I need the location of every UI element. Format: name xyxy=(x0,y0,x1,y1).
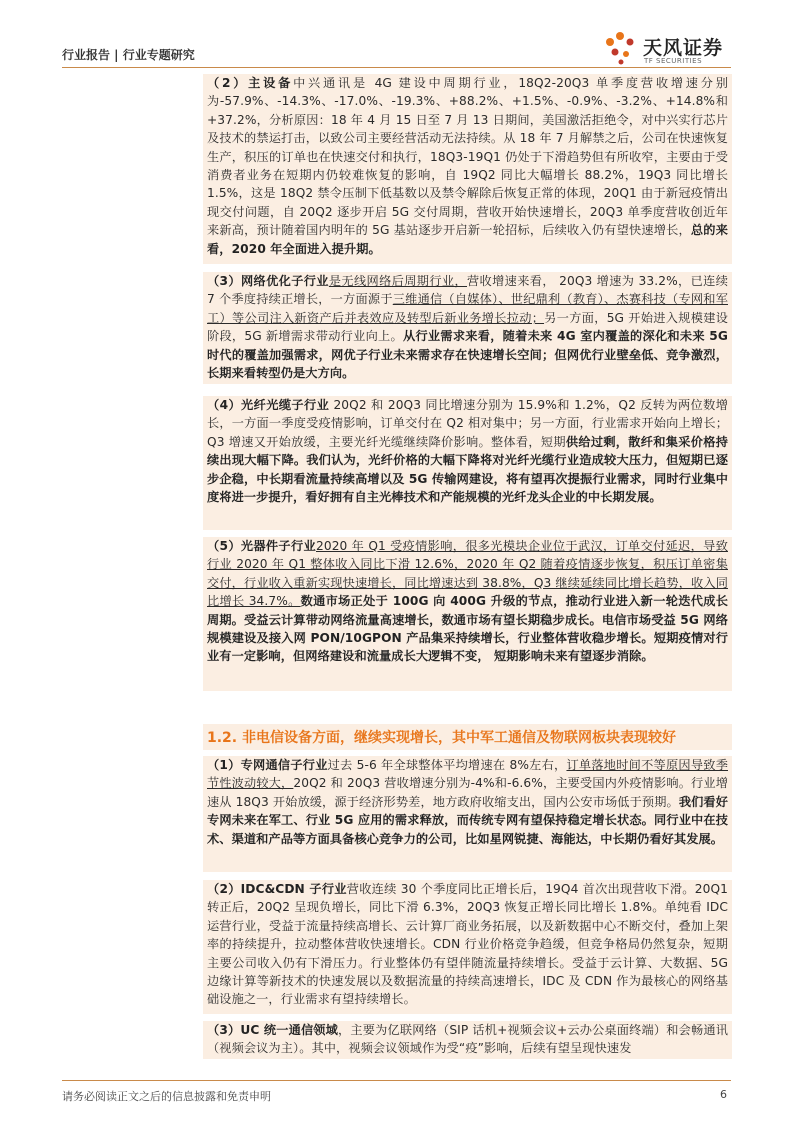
brand-subtitle: TF SECURITIES xyxy=(644,57,703,65)
paragraph xyxy=(203,756,732,848)
section-optical-fiber xyxy=(203,396,732,530)
para-underline: 三维通信（自媒体）、世纪鼎利（教育）、杰赛科技（专网和军工）等公司注入新资产后并表效应及转型后新业务增长拉动； xyxy=(207,292,728,325)
footer-disclaimer: 请务必阅读正文之后的信息披露和免责申明 xyxy=(62,1090,271,1103)
para-lead: （3）网络优化子行业 xyxy=(207,274,329,288)
footer-divider xyxy=(62,1080,731,1081)
section-idc-cdn xyxy=(203,880,732,1014)
paragraph xyxy=(203,74,732,258)
para-bold: 数通市场正处于 100G 向 400G 升级的节点，推动行业进入新一轮迭代成长周期。受益云计算带动网络流量高速增长，数通市场有望长期稳步成长。电信市场受益 5G 网络规模建设及接入网 PON/10GPON 产品集采持续增长，行业整体营收稳步增长。短期疫情对行业有一定影响，但网络建设和流量成长大逻辑不变， 短期影响未来有望逐步消除。 xyxy=(207,594,729,664)
paragraph xyxy=(203,1021,732,1058)
section-optical-devices xyxy=(203,537,732,691)
breadcrumb: 行业报告 | 行业专题研究 xyxy=(62,48,195,62)
para-bold: 我们看好专网未来在军工、行业 5G 应用的需求释放，而传统专网有望保持稳定增长状态。同行业中在技术、渠道和产品等方面具备核心竞争力的公司，比如星网锐捷、海能达，中长期仍看好其发展。 xyxy=(207,794,729,846)
para-bold: 总的来看，2020 年全面进入提升期。 xyxy=(207,223,728,256)
para-text: 另一方面，5G 开始进入规模建设阶段，5G 新增需求带动行业向上。 xyxy=(207,310,728,344)
para-lead: （5）光器件子行业 xyxy=(207,539,316,553)
para-text: ，主要为亿联网络（SIP 话机+视频会议+云办公桌面终端）和会畅通讯（视频会议为主）。其中，视频会议领域作为受“疫”影响，后续有望呈现快速发 xyxy=(207,1023,728,1056)
para-bold: 从行业需求来看，随着未来 4G 室内覆盖的深化和未来 5G 时代的覆盖加强需求，网优子行业未来需求存在快速增长空间；但网优行业壁垒低、竞争激烈，长期来看转型仍是大方向。 xyxy=(207,329,728,381)
section-heading xyxy=(203,724,732,750)
section-private-network xyxy=(203,756,732,872)
para-lead: （4）光纤光缆子行业 xyxy=(207,398,330,412)
para-text: 过去 5-6 年全球整体平均增速在 8%左右， xyxy=(327,758,567,772)
para-lead: （2）主设备 xyxy=(207,76,294,90)
heading-text: 1.2. 非电信设备方面，继续实现增长，其中军工通信及物联网板块表现较好 xyxy=(207,730,676,746)
para-underline: 订单落地时间不等原因导致季节性波动较大， xyxy=(207,758,728,791)
para-text: 营收连续 30 个季度同比正增长后，19Q4 首次出现营收下滑。20Q1 转正后，20Q2 呈现负增长，同比下滑 6.3%，20Q3 恢复正增长同比增长 1.8%。单纯看 IDC 运营行业，受益于流量持续高增长、云计算厂商业务拓展，以及新数据中心不断交付，叠加上架率的持续提升，拉动整体营收快速增长。CDN 行业价格竞争趋缓，但竞争格局仍然复杂，短期主要公司收入仍有下滑压力。行业整体仍有望伴随流量持续增长。受益于云计算、大数据、5G 边缘计算等新技术的快速发展以及数据流量的持续高速增长，IDC 及 CDN 作为最核心的网络基础设施之一，行业需求有望持续增长。 xyxy=(207,882,728,1007)
page-header xyxy=(62,30,731,70)
section-main-equipment xyxy=(203,74,732,264)
para-text: 20Q2 和 20Q3 同比增速分别为 15.9%和 1.2%，Q2 反转为两位数增长，一方面一季度受疫情影响，订单交付在 Q2 相对集中；另一方面，行业需求开始向上增长；Q3 增速又开始放缓，主要光纤光缆继续降价影响。整体看，短期 xyxy=(207,398,729,449)
tf-logo-icon xyxy=(601,30,639,66)
para-lead: （3）UC 统一通信领域 xyxy=(207,1023,339,1037)
section-network-optimization xyxy=(203,272,732,384)
para-text: 中兴通讯是 4G 建设中周期行业，18Q2-20Q3 单季度营收增速分别为-57.9%、-14.3%、-17.0%、-19.3%、+88.2%、+1.5%、-0.9%、-3.2%、+14.8%和+37.2%，分析原因：18 年 4 月 15 日至 7 月 13 日期间，美国激活拒绝令，对中兴实行芯片及技术的禁运打击，以致公司主要经营活动无法持续。从 18 年 7 月解禁之后，公司在快速恢复生产，积压的订单也在快速交付和执行，18Q3-19Q1 仍处于下滑趋势但有所收窄，主要由于受消费者业务在短期内仍较难恢复的影响，自 19Q2 同比大幅增长 88.2%，19Q3 同比增长 1.5%，这是 18Q2 禁令压制下低基数以及禁令解除后恢复正常的体现，20Q1 由于新冠疫情出现交付问题，自 20Q2 逐步开启 5G 交付周期，营收开始快速增长，20Q3 单季度营收创近年来新高，预计随着国内明年的 5G 基站逐步开启新一轮招标，后续收入仍有望快速增长， xyxy=(207,76,728,238)
brand-logo xyxy=(601,30,731,68)
para-underline: 是无线网络后周期行业， xyxy=(328,274,467,288)
brand-name: 天风证券 xyxy=(643,37,724,59)
para-text: 20Q2 和 20Q3 营收增速分别为-4%和-6.6%，主要受国内外疫情影响。行业增速从 18Q3 开始放缓，源于经济形势差，地方政府收缩支出，国内公安市场低于预期。 xyxy=(207,776,728,809)
header-divider xyxy=(62,67,731,68)
para-underline: 2020 年 Q1 受疫情影响，很多光模块企业位于武汉，订单交付延迟，导致行业 2020 年 Q1 整体收入同比下滑 12.6%，2020 年 Q2 随着疫情逐步恢复，积压订单密集交付，行业收入重新实现快速增长，同比增速达到 38.8%，Q3 继续延续同比增长趋势，收入同比增长 34.7%。 xyxy=(207,539,728,609)
paragraph xyxy=(203,537,732,666)
para-text: 营收增速来看， 20Q3 增速为 33.2%，已连续 7 个季度持续正增长，一方面源于 xyxy=(207,274,728,307)
paragraph xyxy=(203,396,732,506)
para-bold: 供给过剩，散纤和集采价格持续出现大幅下降。我们认为，光纤价格的大幅下降将对光纤光缆行业造成较大压力，但短期已逐步企稳，中长期看流量持续高增以及 5G 传输网建设，将有望再次提振行业需求，同时行业集中度将进一步提升，看好拥有自主光棒技术和产能规模的光纤龙头企业的中长期发展。 xyxy=(207,434,728,505)
page-number: 6 xyxy=(720,1088,727,1101)
paragraph xyxy=(203,880,732,1009)
paragraph xyxy=(203,272,732,382)
para-lead: （1）专网通信子行业 xyxy=(207,758,328,772)
section-uc xyxy=(203,1021,732,1059)
para-lead: （2）IDC&CDN 子行业 xyxy=(207,882,347,896)
